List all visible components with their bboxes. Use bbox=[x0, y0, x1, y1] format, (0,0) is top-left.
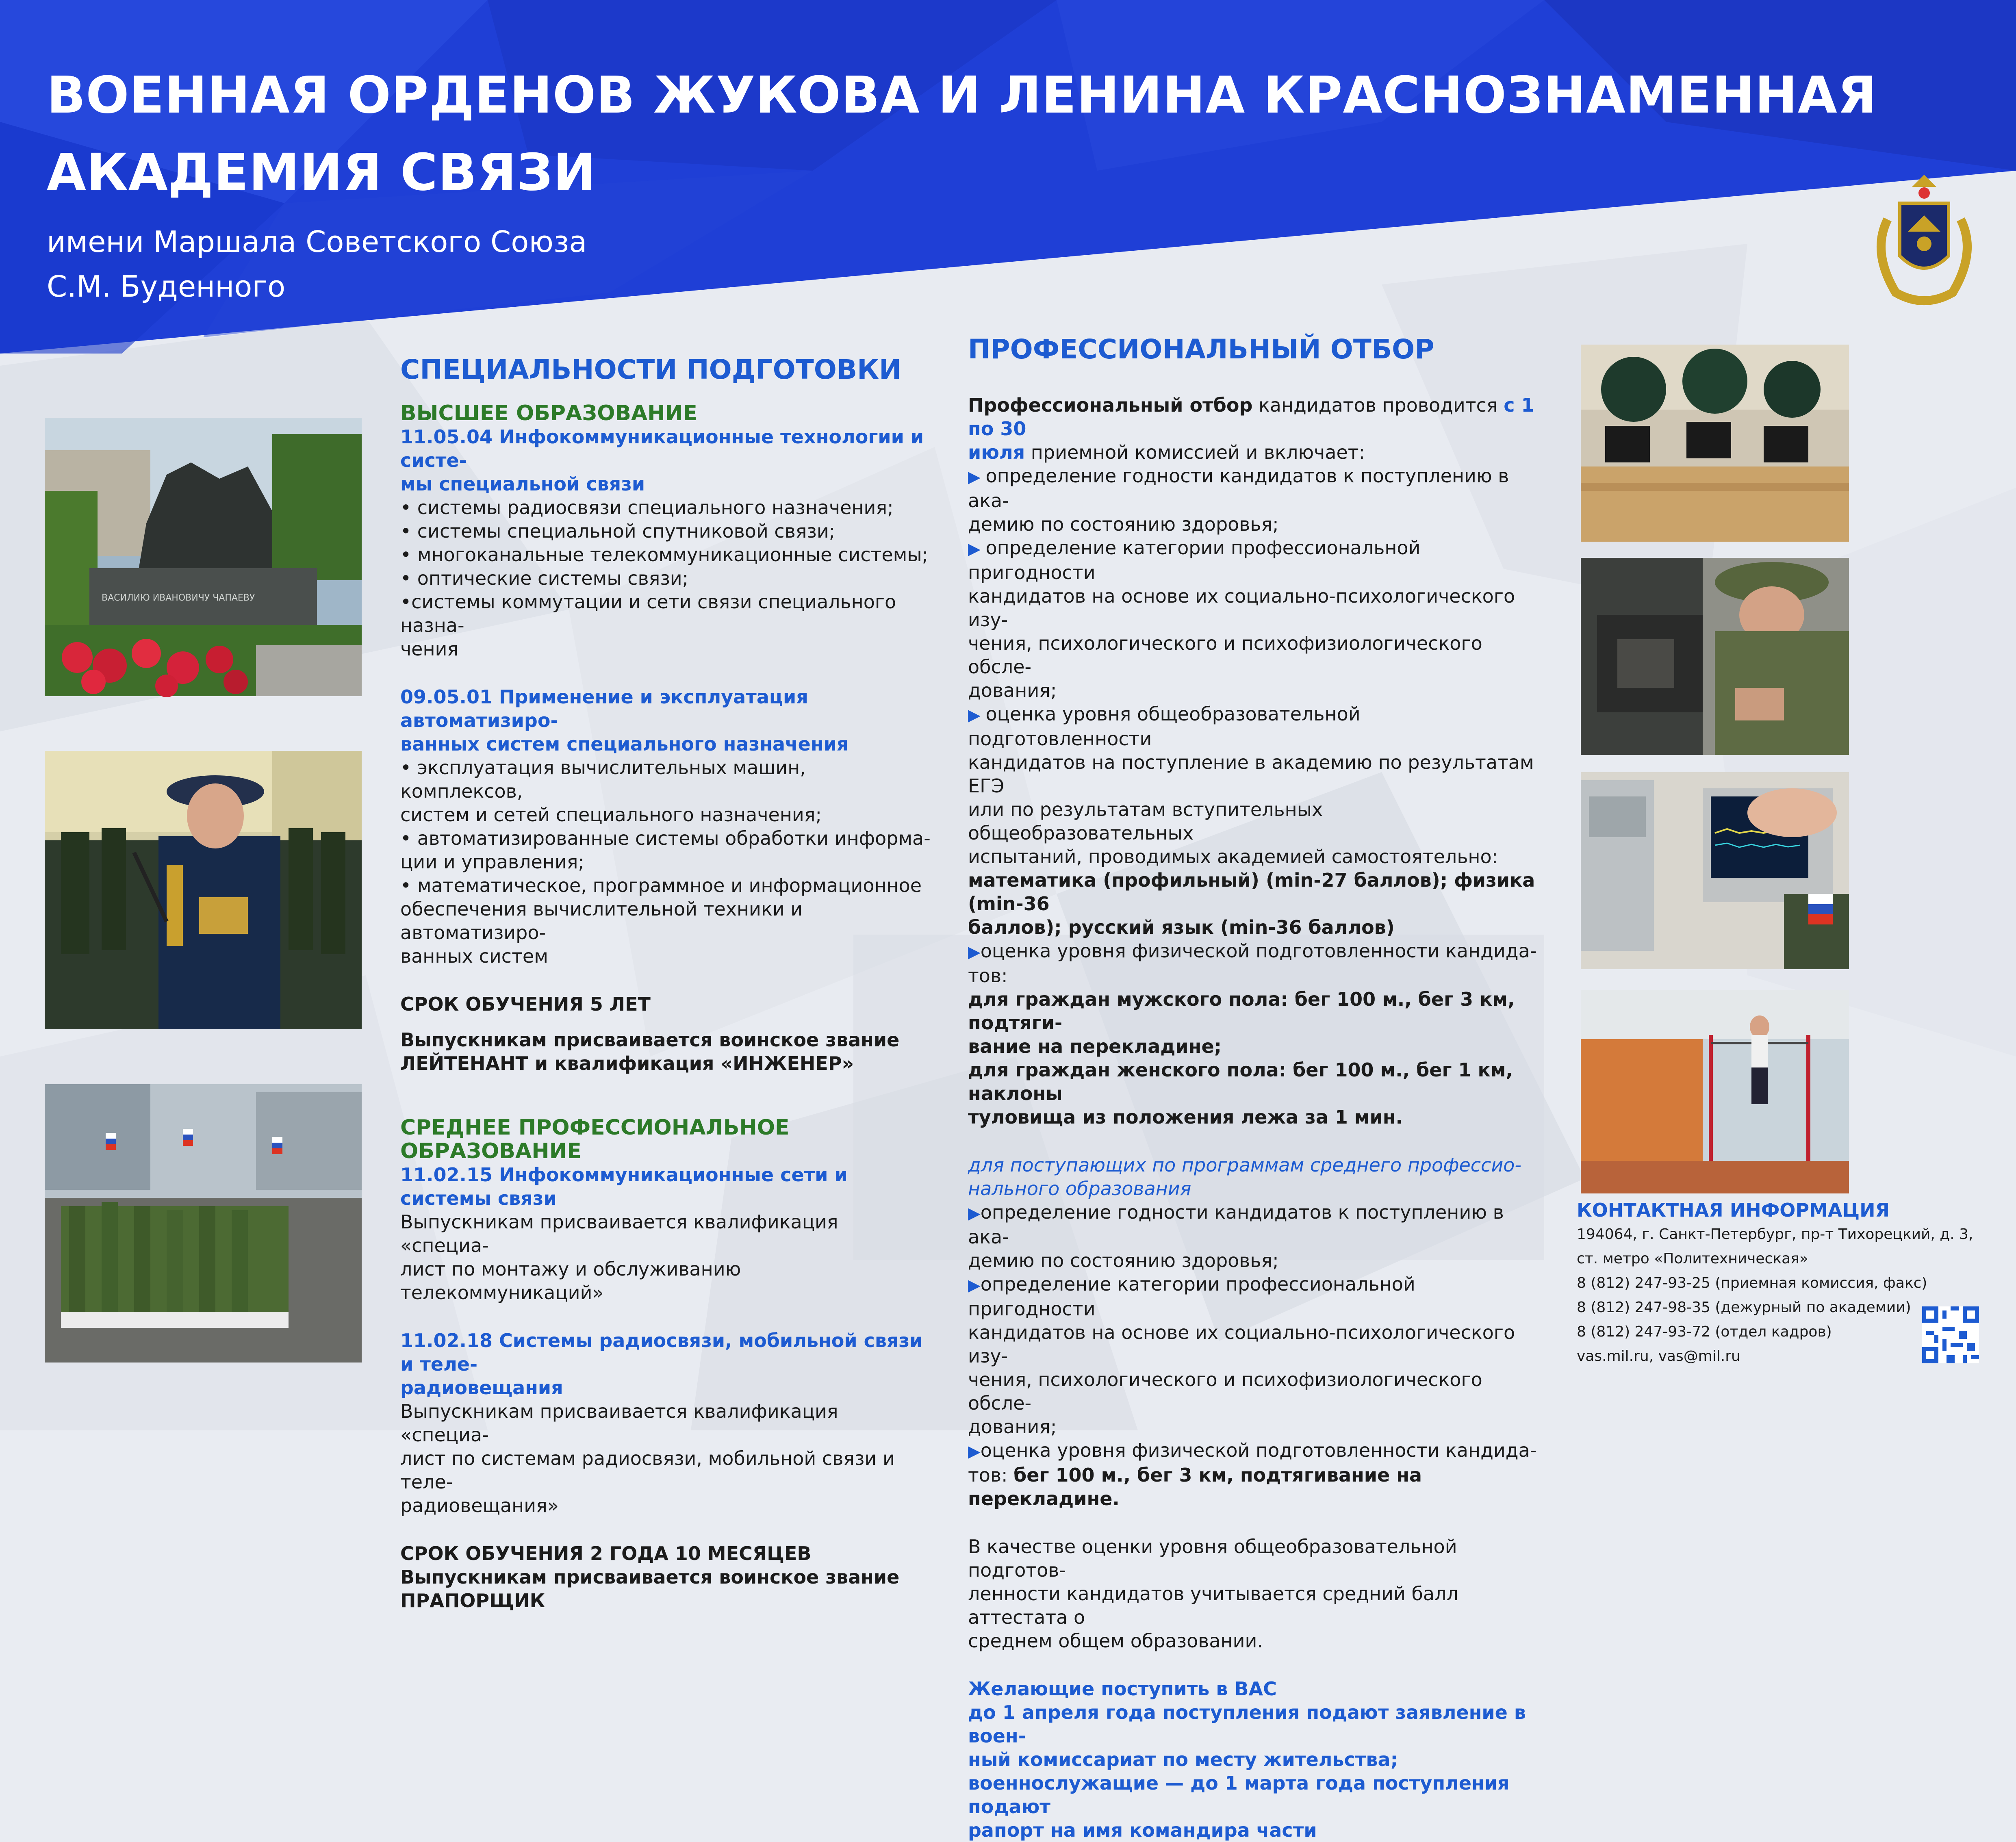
item-line: кандидатов на поступление в академию по результатам ЕГЭ bbox=[968, 751, 1534, 797]
list-item: чения bbox=[400, 638, 459, 660]
page-subtitle bbox=[47, 219, 859, 309]
spo-item bbox=[968, 1272, 1537, 1438]
oscilloscope-photo bbox=[1581, 772, 1849, 969]
item-line: чения, психологического и психофизиологического обсле- bbox=[968, 1369, 1482, 1414]
secondary-rank-line-2: ПРАПОРЩИК bbox=[400, 1590, 545, 1612]
computer-lab-photo bbox=[1581, 345, 1849, 542]
item-line: дования; bbox=[968, 1416, 1057, 1438]
item-line: испытаний, проводимых академией самостоятельно: bbox=[968, 846, 1498, 868]
specialty-09-05-01-list bbox=[400, 756, 933, 968]
list-item: • многоканальные телекоммуникационные системы; bbox=[400, 544, 929, 566]
higher-education-heading: ВЫСШЕЕ ОБРАЗОВАНИЕ bbox=[400, 401, 697, 425]
heading-line: СРЕДНЕЕ ПРОФЕССИОНАЛЬНОЕ bbox=[400, 1115, 790, 1140]
general-salute-photo bbox=[45, 751, 362, 1029]
list-item: • системы радиосвязи специального назначения; bbox=[400, 497, 894, 519]
spec-title-line: 11.02.18 Системы радиосвязи, мобильной связи и теле- bbox=[400, 1330, 923, 1375]
item-line: оценка уровня общеобразовательной подготовленности bbox=[968, 703, 1361, 750]
spec-title-line: радиовещания bbox=[400, 1377, 563, 1399]
intro-text: кандидатов проводится bbox=[1252, 394, 1504, 416]
contact-web[interactable]: vas.mil.ru, vas@mil.ru bbox=[1577, 1348, 1740, 1365]
arrow-icon: ▶ bbox=[968, 1204, 981, 1223]
item-line: демию по состоянию здоровья; bbox=[968, 513, 1279, 535]
apply-line: Желающие поступить в ВАС bbox=[968, 1678, 1277, 1700]
contact-phone-admissions: 8 (812) 247-93-25 (приемная комиссия, факс) bbox=[1577, 1275, 1927, 1291]
female-norms-1: для граждан женского пола: бег 100 м., бег 1 км, наклоны bbox=[968, 1059, 1513, 1104]
contact-address-1: 194064, г. Санкт-Петербург, пр-т Тихорецкий, д. 3, bbox=[1577, 1226, 1973, 1243]
spo-heading-1: для поступающих по программам среднего профессио- bbox=[968, 1154, 1521, 1176]
secondary-rank-line-1: Выпускникам присваивается воинское звание bbox=[400, 1566, 900, 1588]
subtitle-line-2: С.М. Буденного bbox=[47, 269, 286, 304]
apply-line: рапорт на имя командира части bbox=[968, 1819, 1317, 1841]
specialty-11-05-04-list bbox=[400, 496, 933, 661]
list-item: ции и управления; bbox=[400, 851, 584, 873]
specialty-11-02-15-text-1: Выпускникам присваивается квалификация «специа- bbox=[400, 1211, 838, 1256]
intro-dates-month: июля bbox=[968, 441, 1025, 463]
spo-item bbox=[968, 1200, 1537, 1272]
item-line: или по результатам вступительных общеобразовательных bbox=[968, 798, 1323, 844]
heading-line: ОБРАЗОВАНИЕ bbox=[400, 1139, 582, 1163]
selection-column bbox=[968, 333, 1537, 1842]
arrow-icon: ▶ bbox=[968, 943, 981, 961]
specialty-11-02-15-text-2: лист по монтажу и обслуживанию телекоммуникаций» bbox=[400, 1258, 741, 1304]
arrow-icon: ▶ bbox=[968, 468, 986, 486]
specialty-11-02-18-title bbox=[400, 1329, 933, 1399]
contact-phone-duty: 8 (812) 247-98-35 (дежурный по академии) bbox=[1577, 1299, 1911, 1316]
intro-bold: Профессиональный отбор bbox=[968, 394, 1253, 416]
list-item: • системы специальной спутниковой связи; bbox=[400, 520, 835, 542]
item-line: чения, психологического и психофизиологического обсле- bbox=[968, 632, 1482, 678]
list-item: • оптические системы связи; bbox=[400, 567, 689, 589]
item-line: дования; bbox=[968, 679, 1057, 701]
spec-title-line: мы специальной связи bbox=[400, 473, 645, 495]
higher-term: СРОК ОБУЧЕНИЯ 5 ЛЕТ bbox=[400, 993, 651, 1015]
secondary-education-heading bbox=[400, 1116, 933, 1163]
list-item: • математическое, программное и информационное bbox=[400, 874, 922, 896]
specialty-09-05-01-title bbox=[400, 685, 933, 756]
item-line: определение годности кандидатов к поступлению в ака- bbox=[968, 465, 1509, 512]
gpa-line-1: В качестве оценки уровня общеобразовательной подготов- bbox=[968, 1536, 1457, 1581]
subtitle-line-1: имени Маршала Советского Союза bbox=[47, 225, 587, 259]
monument-photo bbox=[45, 418, 362, 696]
gpa-line-2: ленности кандидатов учитывается средний балл аттестата о bbox=[968, 1583, 1458, 1628]
exams-line-1: математика (профильный) (min-27 баллов); физика (min-36 bbox=[968, 869, 1535, 915]
secondary-term: СРОК ОБУЧЕНИЯ 2 ГОДА 10 МЕСЯЦЕВ bbox=[400, 1543, 812, 1564]
intro-dates: с 1 по 30 bbox=[968, 394, 1534, 440]
physical-line-2: тов: bbox=[968, 965, 1008, 987]
arrow-icon: ▶ bbox=[968, 540, 986, 558]
specialty-11-02-18-text-1: Выпускникам присваивается квалификация «специа- bbox=[400, 1400, 838, 1446]
spec-title-line: 11.05.04 Инфокоммуникационные технологии и систе- bbox=[400, 426, 924, 471]
arrow-icon: ▶ bbox=[968, 1442, 981, 1461]
spec-title-line: 09.05.01 Применение и эксплуатация автоматизиро- bbox=[400, 686, 808, 731]
spo-heading-2: нального образования bbox=[968, 1178, 1191, 1200]
spo-physical-1: оценка уровня физической подготовленности кандида- bbox=[980, 1439, 1537, 1461]
selection-item bbox=[968, 702, 1537, 868]
apply-line: до 1 апреля года поступления подают заявление в воен- bbox=[968, 1701, 1526, 1747]
spo-physical-2-bold: бег 100 м., бег 3 км, подтягивание на перекладине. bbox=[968, 1464, 1422, 1510]
academy-emblem-icon bbox=[1863, 171, 1985, 309]
item-line: определение годности кандидатов к поступлению в ака- bbox=[968, 1201, 1504, 1248]
specialties-column bbox=[400, 354, 933, 1612]
selection-item bbox=[968, 464, 1537, 536]
apply-line: ный комиссариат по месту жительства; bbox=[968, 1749, 1398, 1770]
female-norms-2: туловища из положения лежа за 1 мин. bbox=[968, 1106, 1403, 1128]
title-line-2: АКАДЕМИЯ СВЯЗИ bbox=[47, 143, 596, 202]
male-norms-2: вание на перекладине; bbox=[968, 1035, 1222, 1057]
apply-line: военнослужащие — до 1 марта года поступления подают bbox=[968, 1772, 1510, 1818]
higher-rank-line-2: ЛЕЙТЕНАНТ и квалификация «ИНЖЕНЕР» bbox=[400, 1052, 854, 1074]
gym-pullup-photo bbox=[1581, 990, 1849, 1193]
higher-rank-line-1: Выпускникам присваивается воинское звание bbox=[400, 1029, 900, 1051]
specialty-11-02-18-text-3: радиовещания» bbox=[400, 1495, 559, 1517]
selection-item bbox=[968, 536, 1537, 702]
intro-rest: приемной комиссией и включает: bbox=[1025, 441, 1365, 463]
specialty-11-02-18-text-2: лист по системам радиосвязи, мобильной связи и теле- bbox=[400, 1447, 895, 1493]
selection-heading: ПРОФЕССИОНАЛЬНЫЙ ОТБОР bbox=[968, 334, 1434, 365]
parade-march-photo bbox=[45, 1084, 362, 1363]
exams-line-2: баллов); русский язык (min-36 баллов) bbox=[968, 916, 1395, 938]
specialty-11-02-15-title: 11.02.15 Инфокоммуникационные сети и системы связи bbox=[400, 1164, 848, 1209]
arrow-icon: ▶ bbox=[968, 706, 986, 725]
monument-inscription: ВАСИЛИЮ ИВАНОВИЧУ ЧАПАЕВУ bbox=[102, 593, 255, 603]
list-item: ванных систем bbox=[400, 945, 548, 967]
specialty-11-05-04-title bbox=[400, 425, 933, 496]
list-item: • эксплуатация вычислительных машин, комплексов, bbox=[400, 757, 806, 802]
item-line: демию по состоянию здоровья; bbox=[968, 1250, 1279, 1271]
selection-intro bbox=[968, 393, 1537, 440]
contact-phone-hr: 8 (812) 247-93-72 (отдел кадров) bbox=[1577, 1323, 1832, 1340]
item-line: определение категории профессиональной пригодности bbox=[968, 537, 1421, 584]
contact-heading: КОНТАКТНАЯ ИНФОРМАЦИЯ bbox=[1577, 1199, 1890, 1221]
physical-line-1: оценка уровня физической подготовленности кандида- bbox=[980, 940, 1537, 962]
list-item: • автоматизированные системы обработки информа- bbox=[400, 827, 931, 849]
item-line: кандидатов на основе их социально-психологического изу- bbox=[968, 585, 1515, 631]
item-line: определение категории профессиональной пригодности bbox=[968, 1273, 1415, 1320]
arrow-icon: ▶ bbox=[968, 1276, 981, 1295]
qr-code-icon[interactable] bbox=[1922, 1306, 1979, 1363]
list-item: обеспечения вычислительной техники и автоматизиро- bbox=[400, 898, 803, 944]
list-item: •системы коммутации и сети связи специального назна- bbox=[400, 591, 896, 636]
list-item: систем и сетей специального назначения; bbox=[400, 804, 822, 826]
spo-physical-2: тов: bbox=[968, 1464, 1014, 1486]
page-title bbox=[47, 57, 1916, 211]
soldier-equipment-photo bbox=[1581, 558, 1849, 755]
contact-address-2: ст. метро «Политехническая» bbox=[1577, 1250, 1808, 1267]
spec-title-line: ванных систем специального назначения bbox=[400, 733, 849, 755]
male-norms-1: для граждан мужского пола: бег 100 м., бег 3 км, подтяги- bbox=[968, 988, 1515, 1034]
title-line-1: ВОЕННАЯ ОРДЕНОВ ЖУКОВА И ЛЕНИНА КРАСНОЗНАМЕННАЯ bbox=[47, 66, 1877, 125]
gpa-line-3: среднем общем образовании. bbox=[968, 1630, 1263, 1652]
item-line: кандидатов на основе их социально-психологического изу- bbox=[968, 1321, 1515, 1367]
specialties-heading: СПЕЦИАЛЬНОСТИ ПОДГОТОВКИ bbox=[400, 354, 902, 385]
